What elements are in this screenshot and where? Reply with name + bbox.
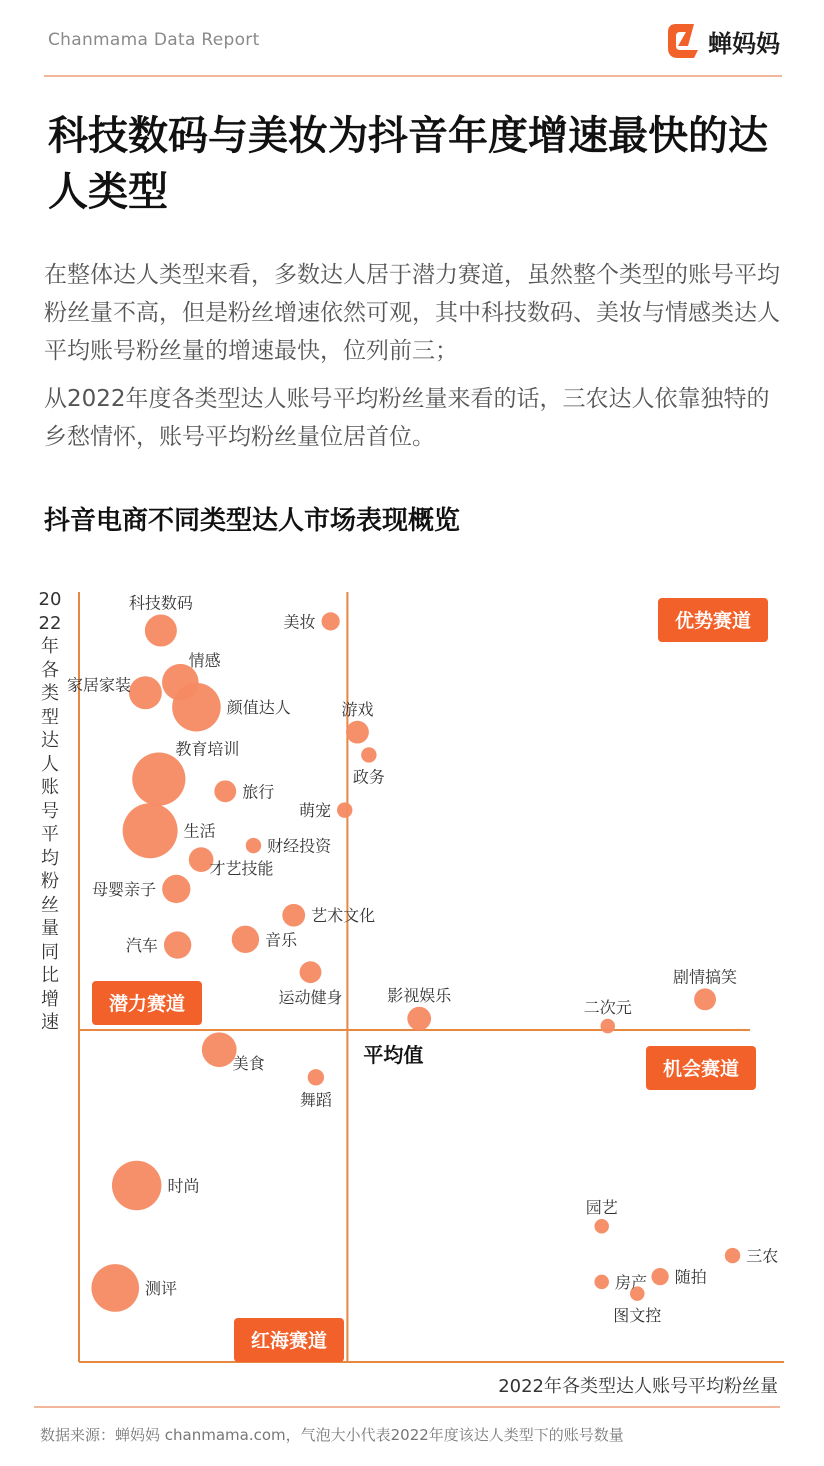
bubble-15 — [164, 931, 191, 958]
bubble-18 — [694, 988, 716, 1010]
quadrant-label-bottom-right: 机会赛道 — [662, 1058, 740, 1080]
bubble-label-12: 才艺技能 — [209, 858, 274, 878]
bubble-label-23: 时尚 — [167, 1176, 200, 1196]
bubble-label-19: 影视娱乐 — [387, 985, 452, 1005]
logo-text: 蝉妈妈 — [708, 30, 780, 58]
summary-paragraph-2: 从2022年度各类型达人账号平均粉丝量来看的话，三农达人依靠独特的乡愁情怀，账号平均粉丝量位居首位。 — [44, 386, 770, 450]
quadrant-label-top-left: 潜力赛道 — [108, 993, 186, 1015]
bubble-label-26: 房产 — [614, 1272, 647, 1292]
bubble-1 — [322, 612, 340, 630]
bubble-label-0: 科技数码 — [128, 593, 193, 613]
x-axis-label: 2022年各类型达人账号平均粉丝量 — [498, 1376, 778, 1397]
brand-english-name: Chanmama Data Report — [48, 30, 260, 50]
bubble-label-9: 萌宠 — [298, 801, 331, 821]
bubble-11 — [246, 838, 261, 853]
bubble-23 — [112, 1161, 161, 1210]
bubble-25 — [725, 1248, 740, 1263]
bubble-label-15: 汽车 — [125, 936, 158, 956]
bubble-14 — [282, 904, 305, 927]
quadrant-label-bottom-left: 红海赛道 — [250, 1330, 328, 1352]
bubble-16 — [232, 926, 259, 953]
bubble-label-10: 生活 — [183, 821, 216, 841]
data-source-note: 数据来源：蝉妈妈 chanmama.com，气泡大小代表2022年度该达人类型下的账号数量 — [40, 1426, 624, 1444]
bubble-label-3: 情感 — [188, 650, 221, 670]
bubble-8 — [214, 780, 236, 802]
bubble-4 — [172, 683, 221, 732]
bubble-label-18: 剧情搞笑 — [673, 967, 738, 987]
bubble-5 — [346, 721, 369, 744]
bubble-0 — [145, 615, 177, 647]
bubble-13 — [162, 875, 190, 903]
summary-paragraph-1: 在整体达人类型来看，多数达人居于潜力赛道，虽然整个类型的账号平均粉丝量不高，但是粉丝增速依然可观，其中科技数码、美妆与情感类达人平均账号粉丝量的增速最快，位列前三； — [44, 262, 780, 364]
bubble-21 — [202, 1032, 237, 1067]
bubble-7 — [132, 752, 185, 805]
bubble-label-1: 美妆 — [283, 612, 316, 632]
y-axis-label: 2022年各类型达人账号平均粉丝量同比增速 — [38, 589, 62, 1033]
bubble-label-20: 二次元 — [583, 997, 632, 1017]
bubble-label-7: 教育培训 — [175, 739, 240, 759]
footer-divider — [34, 1406, 780, 1408]
chart-title: 抖音电商不同类型达人市场表现概览 — [44, 506, 461, 536]
bubble-layer — [91, 612, 740, 1312]
bubble-label-8: 旅行 — [242, 782, 275, 802]
bubble-label-11: 财经投资 — [267, 836, 332, 856]
bubble-6 — [361, 747, 376, 762]
bubble-24 — [594, 1219, 609, 1234]
bubble-label-17: 运动健身 — [278, 988, 343, 1008]
bubble-label-29: 测评 — [145, 1278, 178, 1298]
bubble-label-21: 美食 — [232, 1054, 265, 1074]
bubble-label-6: 政务 — [352, 767, 385, 787]
bubble-17 — [300, 961, 322, 983]
bubble-label-22: 舞蹈 — [299, 1090, 332, 1110]
quadrant-label-top-right: 优势赛道 — [674, 610, 752, 632]
bubble-2 — [129, 676, 162, 709]
bubble-label-13: 母婴亲子 — [92, 879, 157, 899]
bubble-22 — [308, 1069, 324, 1085]
bubble-label-4: 颜值达人 — [226, 698, 291, 718]
bubble-label-14: 艺术文化 — [311, 906, 376, 926]
bubble-label-27: 随拍 — [674, 1267, 707, 1287]
bubble-26 — [594, 1275, 609, 1290]
mean-label: 平均值 — [363, 1043, 424, 1067]
bubble-label-2: 家居家装 — [66, 675, 131, 695]
bubble-19 — [407, 1007, 431, 1031]
bubble-label-28: 图文控 — [613, 1305, 662, 1325]
bubble-27 — [651, 1268, 668, 1285]
bubble-label-24: 园艺 — [585, 1197, 618, 1217]
bubble-label-16: 音乐 — [265, 930, 298, 950]
page-title: 科技数码与美妆为抖音年度增速最快的达人类型 — [48, 113, 768, 215]
bubble-label-5: 游戏 — [341, 699, 374, 719]
bubble-20 — [600, 1019, 615, 1034]
bubble-29 — [91, 1264, 139, 1312]
bubble-label-25: 三农 — [746, 1246, 779, 1266]
bubble-10 — [123, 803, 178, 858]
bubble-9 — [337, 802, 352, 817]
